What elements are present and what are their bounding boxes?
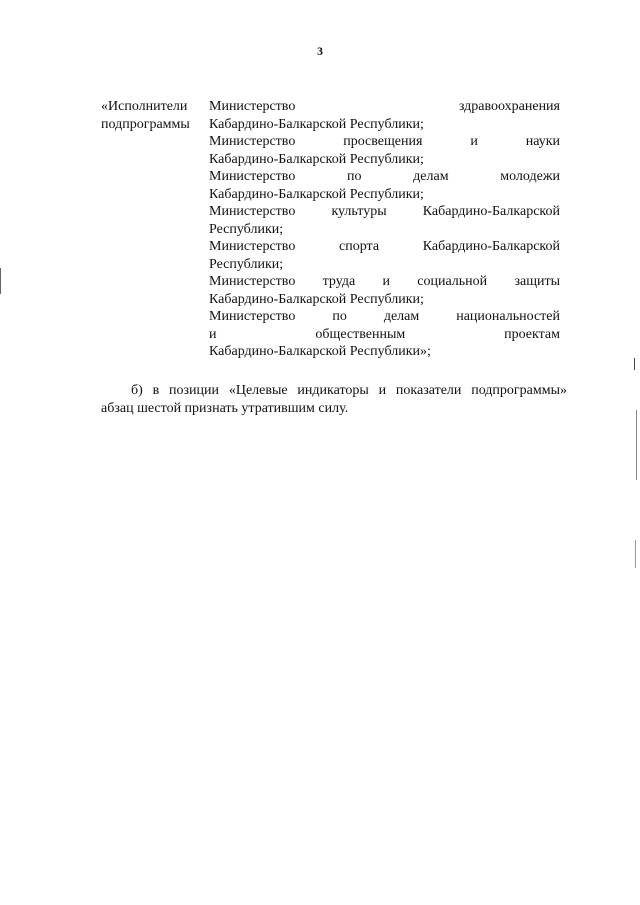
- executor-entry: [209, 308, 560, 361]
- executor-line: Министерство труда и социальной защиты: [209, 274, 560, 289]
- executor-line: Республики;: [209, 256, 284, 272]
- scan-artifact: [635, 540, 636, 568]
- executor-line: Кабардино-Балкарской Республики;: [209, 116, 424, 132]
- executor-entry: [209, 98, 560, 133]
- page-number: 3: [317, 44, 323, 58]
- scan-artifact: [636, 410, 637, 480]
- executor-line: Министерство культуры Кабардино-Балкарской: [209, 204, 560, 219]
- executor-line: Министерство просвещения и науки: [209, 134, 560, 149]
- executor-line: Кабардино-Балкарской Республики;: [209, 151, 424, 167]
- amendment-paragraph: [101, 382, 567, 418]
- executor-line: Министерство по делам молодежи: [209, 169, 560, 184]
- executor-line: Кабардино-Балкарской Республики;: [209, 291, 424, 307]
- executors-label-line: «Исполнители: [101, 99, 188, 114]
- scan-artifact: [634, 358, 635, 370]
- executor-entry: [209, 273, 560, 308]
- executor-line: Республики;: [209, 221, 284, 237]
- scan-artifact: [0, 268, 1, 294]
- executors-label: [101, 98, 207, 133]
- executor-entry: [209, 238, 560, 273]
- executor-entry: [209, 203, 560, 238]
- executor-line: Министерство спорта Кабардино-Балкарской: [209, 239, 560, 254]
- executor-line: и общественным проектам: [209, 326, 560, 342]
- executors-list: [209, 98, 560, 361]
- executor-line: Кабардино-Балкарской Республики;: [209, 186, 424, 202]
- amendment-line: абзац шестой признать утратившим силу.: [101, 400, 349, 416]
- executor-entry: [209, 133, 560, 168]
- executor-entry: [209, 168, 560, 203]
- executors-label-line: подпрограммы: [101, 116, 190, 132]
- executor-line: Министерство по делам национальностей: [209, 309, 560, 324]
- amendment-line: б) в позиции «Целевые индикаторы и показатели подпрограммы»: [131, 383, 567, 398]
- executor-line: Министерство здравоохранения: [209, 99, 560, 114]
- executor-line: Кабардино-Балкарской Республики»;: [209, 344, 431, 359]
